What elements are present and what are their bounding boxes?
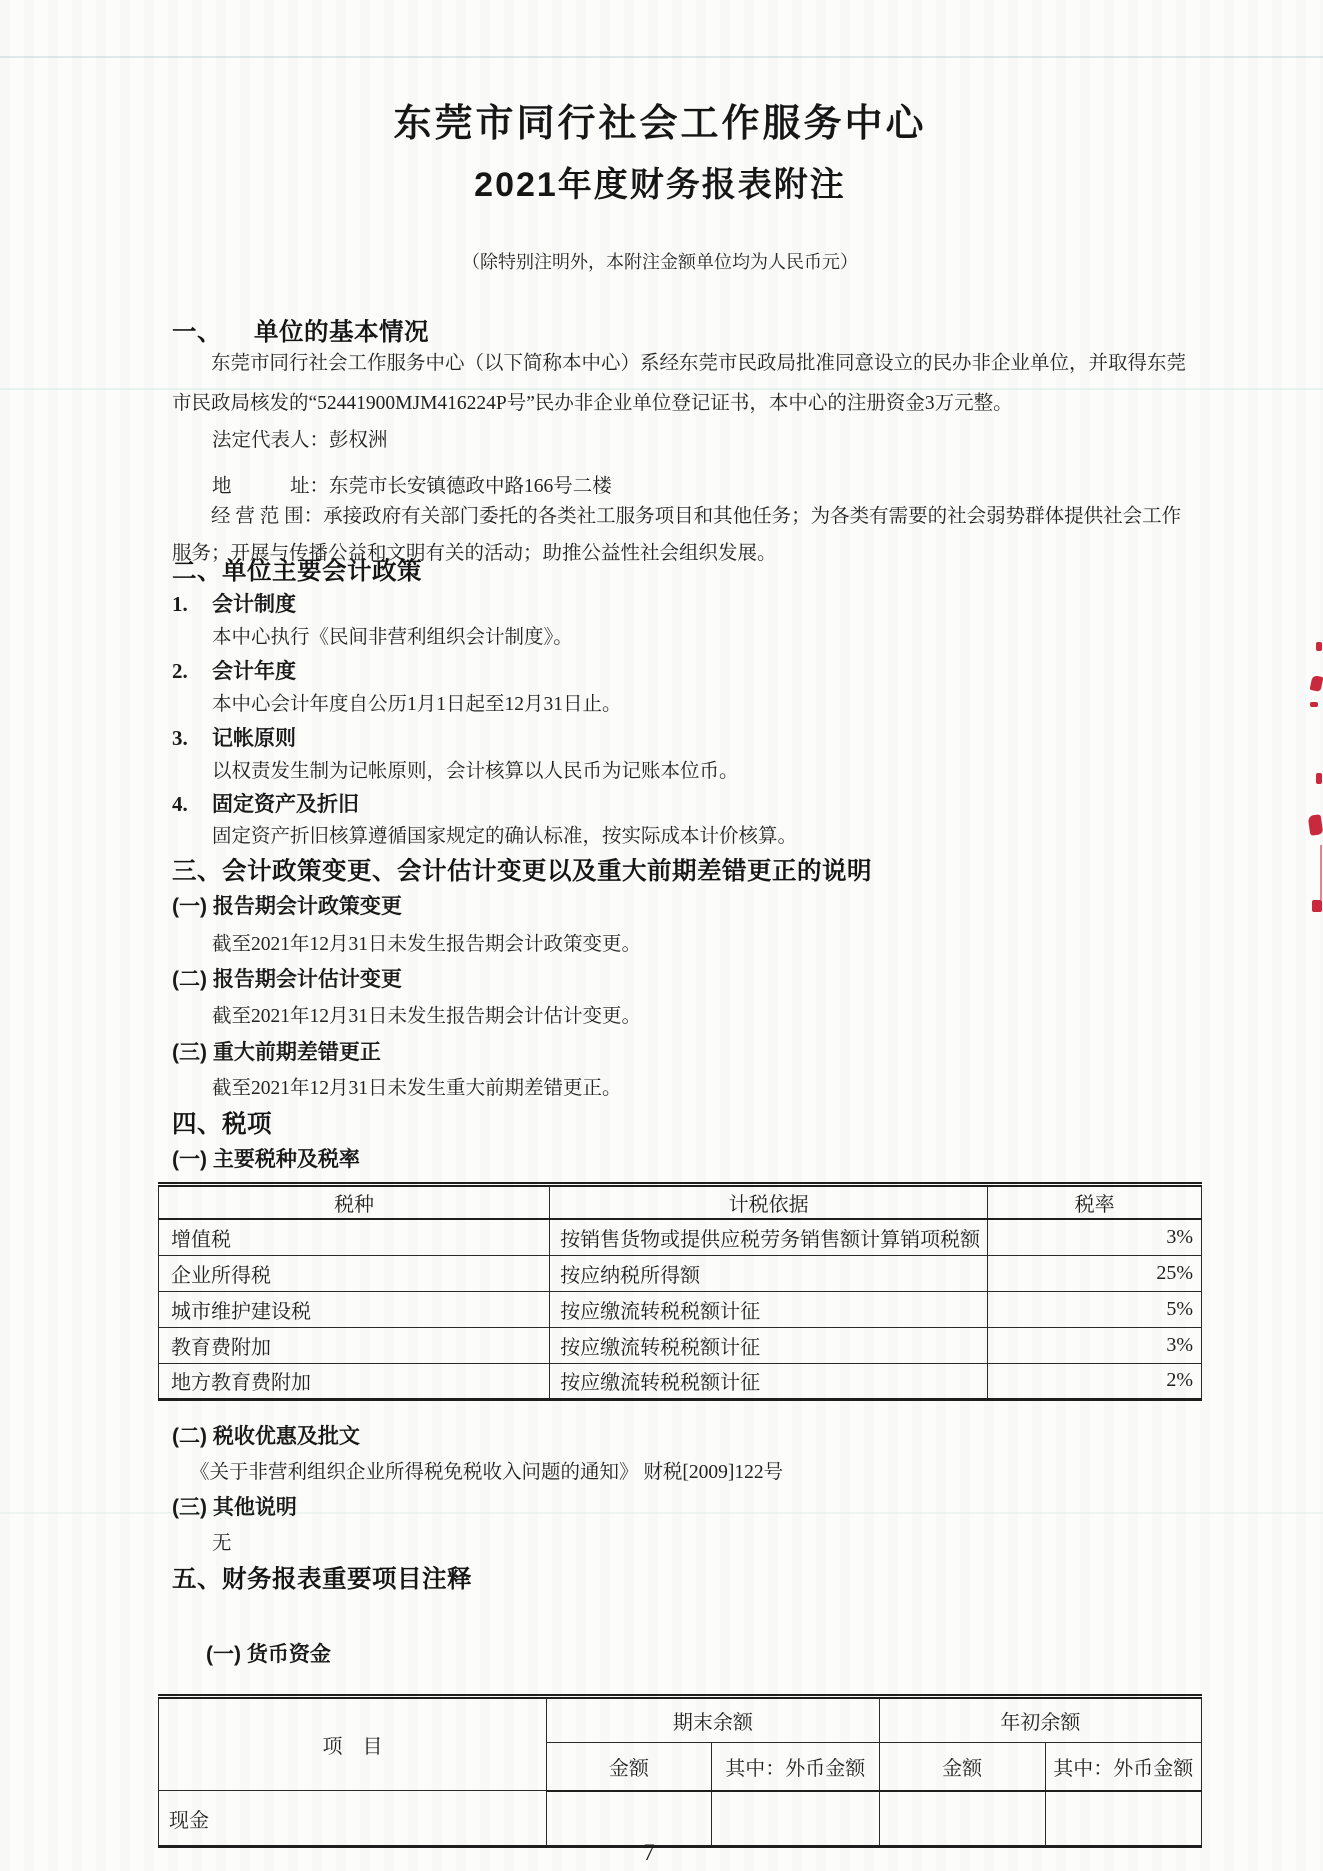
policy-item-2-number: 2. [172, 659, 188, 683]
section-5-number: 五、 [172, 1566, 222, 1593]
policy-item-4-number: 4. [172, 792, 188, 816]
section-1-heading [172, 313, 429, 348]
tax-type-cell: 城市维护建设税 [159, 1291, 550, 1327]
funds-item-cell: 现金 [159, 1791, 547, 1847]
section-4-heading [172, 1105, 272, 1140]
tax-table-header-type: 税种 [159, 1185, 550, 1220]
red-ink-line [1320, 845, 1322, 900]
policy-item-3-number: 3. [172, 726, 188, 750]
section-4-number: 四、 [172, 1111, 222, 1138]
section-2-heading [172, 552, 422, 587]
funds-table-amount-header: 金额 [879, 1743, 1045, 1791]
document-subtitle: 2021年度财务报表附注 [474, 166, 846, 204]
tax-type-cell: 教育费附加 [159, 1327, 550, 1363]
policy-item-2-label: 会计年度 [212, 660, 296, 683]
tax-rate-cell: 3% [988, 1327, 1202, 1363]
tax-basis-cell: 按应缴流转税税额计征 [550, 1363, 988, 1399]
policy-item-4-title [172, 788, 359, 818]
change-sub-3-body: 截至2021年12月31日未发生重大前期差错更正。 [212, 1078, 622, 1099]
section-3-title: 会计政策变更、会计估计变更以及重大前期差错更正的说明 [222, 858, 872, 885]
change-sub-3-title: (三) 重大前期差错更正 [172, 1041, 381, 1064]
tax-basis-cell: 按应缴流转税税额计征 [550, 1327, 988, 1363]
section-1-title: 单位的基本情况 [254, 319, 429, 346]
business-scope-paragraph: 经 营 范 围：承接政府有关部门委托的各类社工服务项目和其他任务；为各类有需要的社会弱势群体提供社会工作服务；开展与传播公益和文明有关的活动；助推公益性社会组织发展。 [172, 506, 1182, 564]
address-line: 地 址：东莞市长安镇德政中路166号二楼 [212, 476, 612, 497]
change-sub-1-title: (一) 报告期会计政策变更 [172, 895, 402, 918]
policy-item-1-number: 1. [172, 592, 188, 616]
section-1-number: 一、 [172, 319, 222, 346]
change-sub-2-title: (二) 报告期会计估计变更 [172, 968, 402, 991]
funds-table-group-header-row [159, 1697, 1202, 1743]
funds-value-cell-empty [1045, 1791, 1201, 1847]
policy-item-3-label: 记帐原则 [212, 727, 296, 750]
tax-preference-body: 《关于非营利组织企业所得税免税收入问题的通知》 财税[2009]122号 [190, 1462, 784, 1483]
tax-basis-cell: 按销售货物或提供应税劳务销售额计算销项税额 [550, 1219, 988, 1255]
policy-item-4-body: 固定资产折旧核算遵循国家规定的确认标准，按实际成本计价核算。 [212, 826, 798, 847]
currency-unit-note: （除特别注明外，本附注金额单位均为人民币元） [462, 252, 858, 272]
tax-type-cell: 企业所得税 [159, 1255, 550, 1291]
tax-table-row-vat [159, 1219, 1202, 1255]
red-ink-mark [1310, 702, 1318, 707]
section-2-title: 单位主要会计政策 [222, 558, 422, 585]
tax-basis-cell: 按应缴流转税税额计征 [550, 1291, 988, 1327]
red-ink-mark [1312, 900, 1322, 912]
tax-type-cell: 增值税 [159, 1219, 550, 1255]
section-1-intro-paragraph: 东莞市同行社会工作服务中心（以下简称本中心）系经东莞市民政局批准同意设立的民办非企业单位，并取得东莞市民政局核发的“52441900MJM416224P号”民办非企业单位登记证书，本中心的注册资金3万元整。 [172, 353, 1187, 414]
funds-table-foreign-amount-header: 其中：外币金额 [711, 1743, 879, 1791]
funds-value-cell-empty [547, 1791, 712, 1847]
policy-item-1-body: 本中心执行《民间非营利组织会计制度》。 [212, 627, 573, 648]
tax-table-row-income [159, 1255, 1202, 1291]
red-ink-mark [1316, 642, 1322, 651]
red-ink-mark [1316, 773, 1322, 784]
section-5-title: 财务报表重要项目注释 [222, 1566, 472, 1593]
funds-table-row-cash [159, 1791, 1202, 1847]
tax-table-header-row [159, 1185, 1202, 1220]
section-5-heading [172, 1560, 472, 1595]
tax-rate-cell: 2% [988, 1363, 1202, 1399]
change-sub-1-body: 截至2021年12月31日未发生报告期会计政策变更。 [212, 934, 642, 955]
policy-item-2-body: 本中心会计年度自公历1月1日起至12月31日止。 [212, 694, 622, 715]
tax-rates-subheading: (一) 主要税种及税率 [172, 1148, 360, 1171]
other-notes-subheading: (三) 其他说明 [172, 1496, 297, 1519]
scan-artifact-line [0, 56, 1323, 58]
monetary-funds-table [158, 1694, 1202, 1848]
other-notes-body: 无 [212, 1533, 232, 1554]
section-3-number: 三、 [172, 858, 222, 885]
tax-basis-cell: 按应纳税所得额 [550, 1255, 988, 1291]
tax-type-cell: 地方教育费附加 [159, 1363, 550, 1399]
red-ink-mark [1308, 814, 1323, 836]
policy-item-4-label: 固定资产及折旧 [212, 793, 359, 816]
change-sub-2-body: 截至2021年12月31日未发生报告期会计估计变更。 [212, 1006, 642, 1027]
tax-table [158, 1182, 1202, 1401]
monetary-funds-subheading: (一) 货币资金 [206, 1643, 331, 1666]
funds-table-foreign-amount-header: 其中：外币金额 [1045, 1743, 1201, 1791]
tax-table-header-basis: 计税依据 [550, 1185, 988, 1220]
policy-item-1-title [172, 588, 296, 618]
section-2-number: 二、 [172, 558, 222, 585]
tax-rate-cell: 3% [988, 1219, 1202, 1255]
funds-table-item-header: 项 目 [159, 1697, 547, 1791]
funds-table-amount-header: 金额 [547, 1743, 712, 1791]
section-3-heading [172, 852, 872, 887]
tax-table-row-urban [159, 1291, 1202, 1327]
red-ink-mark [1310, 675, 1323, 692]
policy-item-2-title [172, 655, 296, 685]
document-title: 东莞市同行社会工作服务中心 [393, 103, 927, 145]
funds-table-ending-balance-header: 期末余额 [547, 1697, 880, 1743]
policy-item-1-label: 会计制度 [212, 593, 296, 616]
tax-rate-cell: 5% [988, 1291, 1202, 1327]
tax-table-header-rate: 税率 [988, 1185, 1202, 1220]
tax-rate-cell: 25% [988, 1255, 1202, 1291]
page-number: 7 [643, 1840, 655, 1865]
tax-table-row-education [159, 1327, 1202, 1363]
funds-table-beginning-balance-header: 年初余额 [879, 1697, 1201, 1743]
funds-value-cell-empty [711, 1791, 879, 1847]
section-4-title: 税项 [222, 1111, 272, 1138]
tax-table-row-local-education [159, 1363, 1202, 1399]
funds-value-cell-empty [879, 1791, 1045, 1847]
legal-representative-line: 法定代表人：彭权洲 [212, 430, 388, 451]
policy-item-3-body: 以权责发生制为记帐原则，会计核算以人民币为记账本位币。 [212, 761, 739, 782]
tax-preference-subheading: (二) 税收优惠及批文 [172, 1425, 360, 1448]
policy-item-3-title [172, 722, 296, 752]
